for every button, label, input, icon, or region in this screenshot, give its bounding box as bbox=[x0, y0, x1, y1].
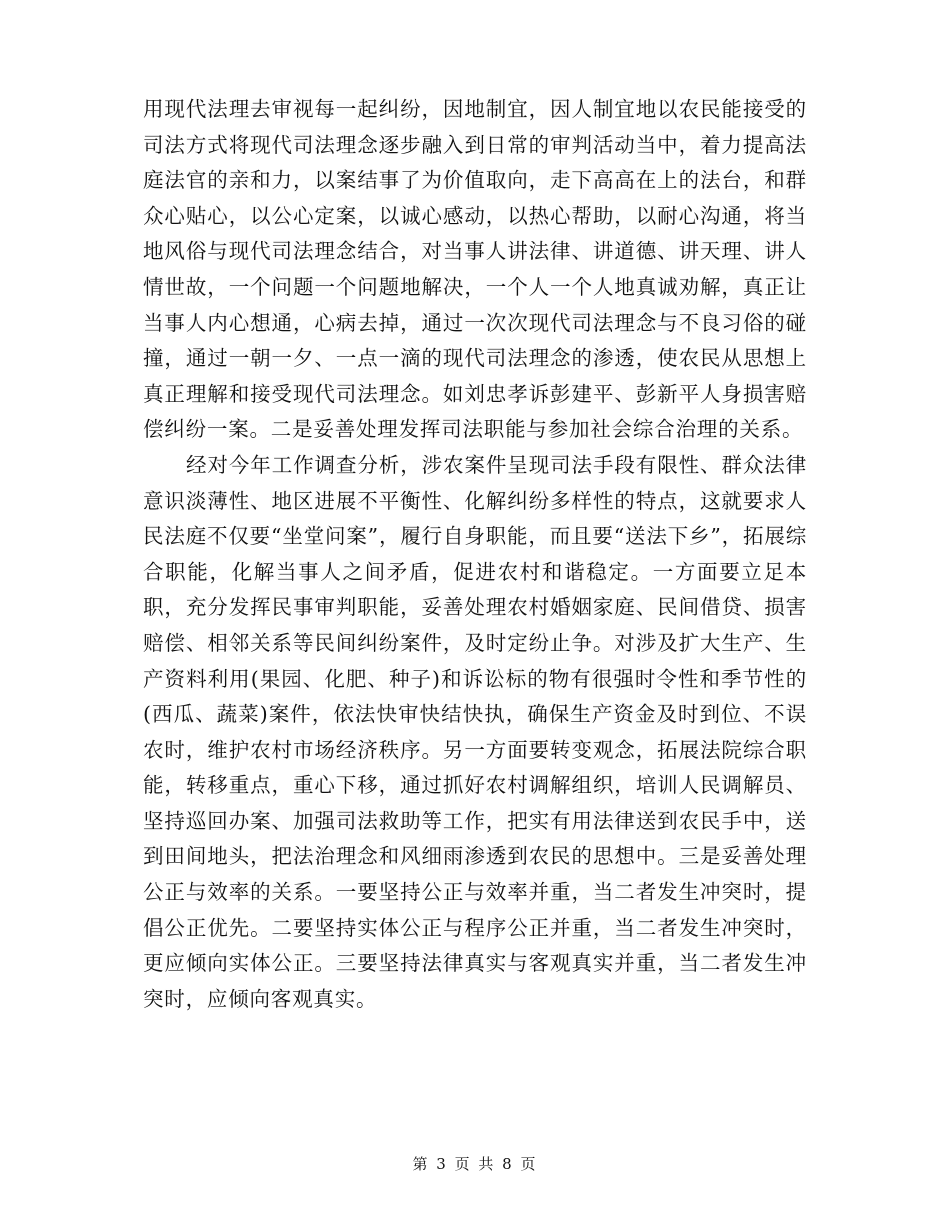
paragraph-1: 用现代法理去审视每一起纠纷，因地制宜，因人制宜地以农民能接受的司法方式将现代司法理念逐步融入到日常的审判活动当中，着力提高法庭法官的亲和力，以案结事了为价值取向，走下高高在上的法台，和群众心贴心，以公心定案，以诚心感动，以热心帮助，以耐心沟通，将当地风俗与现代司法理念结合，对当事人讲法律、讲道德、讲天理、讲人情世故，一个问题一个问题地解决，一个人一个人地真诚劝解，真正让当事人内心想通，心病去掉，通过一次次现代司法理念与不良习俗的碰撞，通过一朝一夕、一点一滴的现代司法理念的渗透，使农民从思想上真正理解和接受现代司法理念。如刘忠孝诉彭建平、彭新平人身损害赔偿纠纷一案。二是妥善处理发挥司法职能与参加社会综合治理的关系。 bbox=[143, 97, 807, 442]
paragraph-2: 经对今年工作调查分析，涉农案件呈现司法手段有限性、群众法律意识淡薄性、地区进展不平衡性、化解纠纷多样性的特点，这就要求人民法庭不仅要“坐堂问案”，履行自身职能，而且要“送法下乡”，拓展综合职能，化解当事人之间矛盾，促进农村和谐稳定。一方面要立足本职，充分发挥民事审判职能，妥善处理农村婚姻家庭、民间借贷、损害赔偿、相邻关系等民间纠纷案件，及时定纷止争。对涉及扩大生产、生产资料利用(果园、化肥、种子)和诉讼标的物有很强时令性和季节性的(西瓜、蔬菜)案件，依法快审快结快执，确保生产资金及时到位、不误农时，维护农村市场经济秩序。另一方面要转变观念，拓展法院综合职能，转移重点，重心下移，通过抓好农村调解组织，培训人民调解员、坚持巡回办案、加强司法救助等工作，把实有用法律送到农民手中，送到田间地头，把法治理念和风细雨渗透到农民的思想中。三是妥善处理公正与效率的关系。一要坚持公正与效率并重，当二者发生冲突时，提倡公正优先。二要坚持实体公正与程序公正并重，当二者发生冲突时，更应倾向实体公正。三要坚持法律真实与客观真实并重，当二者发生冲突时，应倾向客观真实。 bbox=[143, 452, 807, 1011]
page-number-footer: 第 3 页 共 8 页 bbox=[412, 1155, 538, 1173]
document-body bbox=[143, 92, 807, 1017]
